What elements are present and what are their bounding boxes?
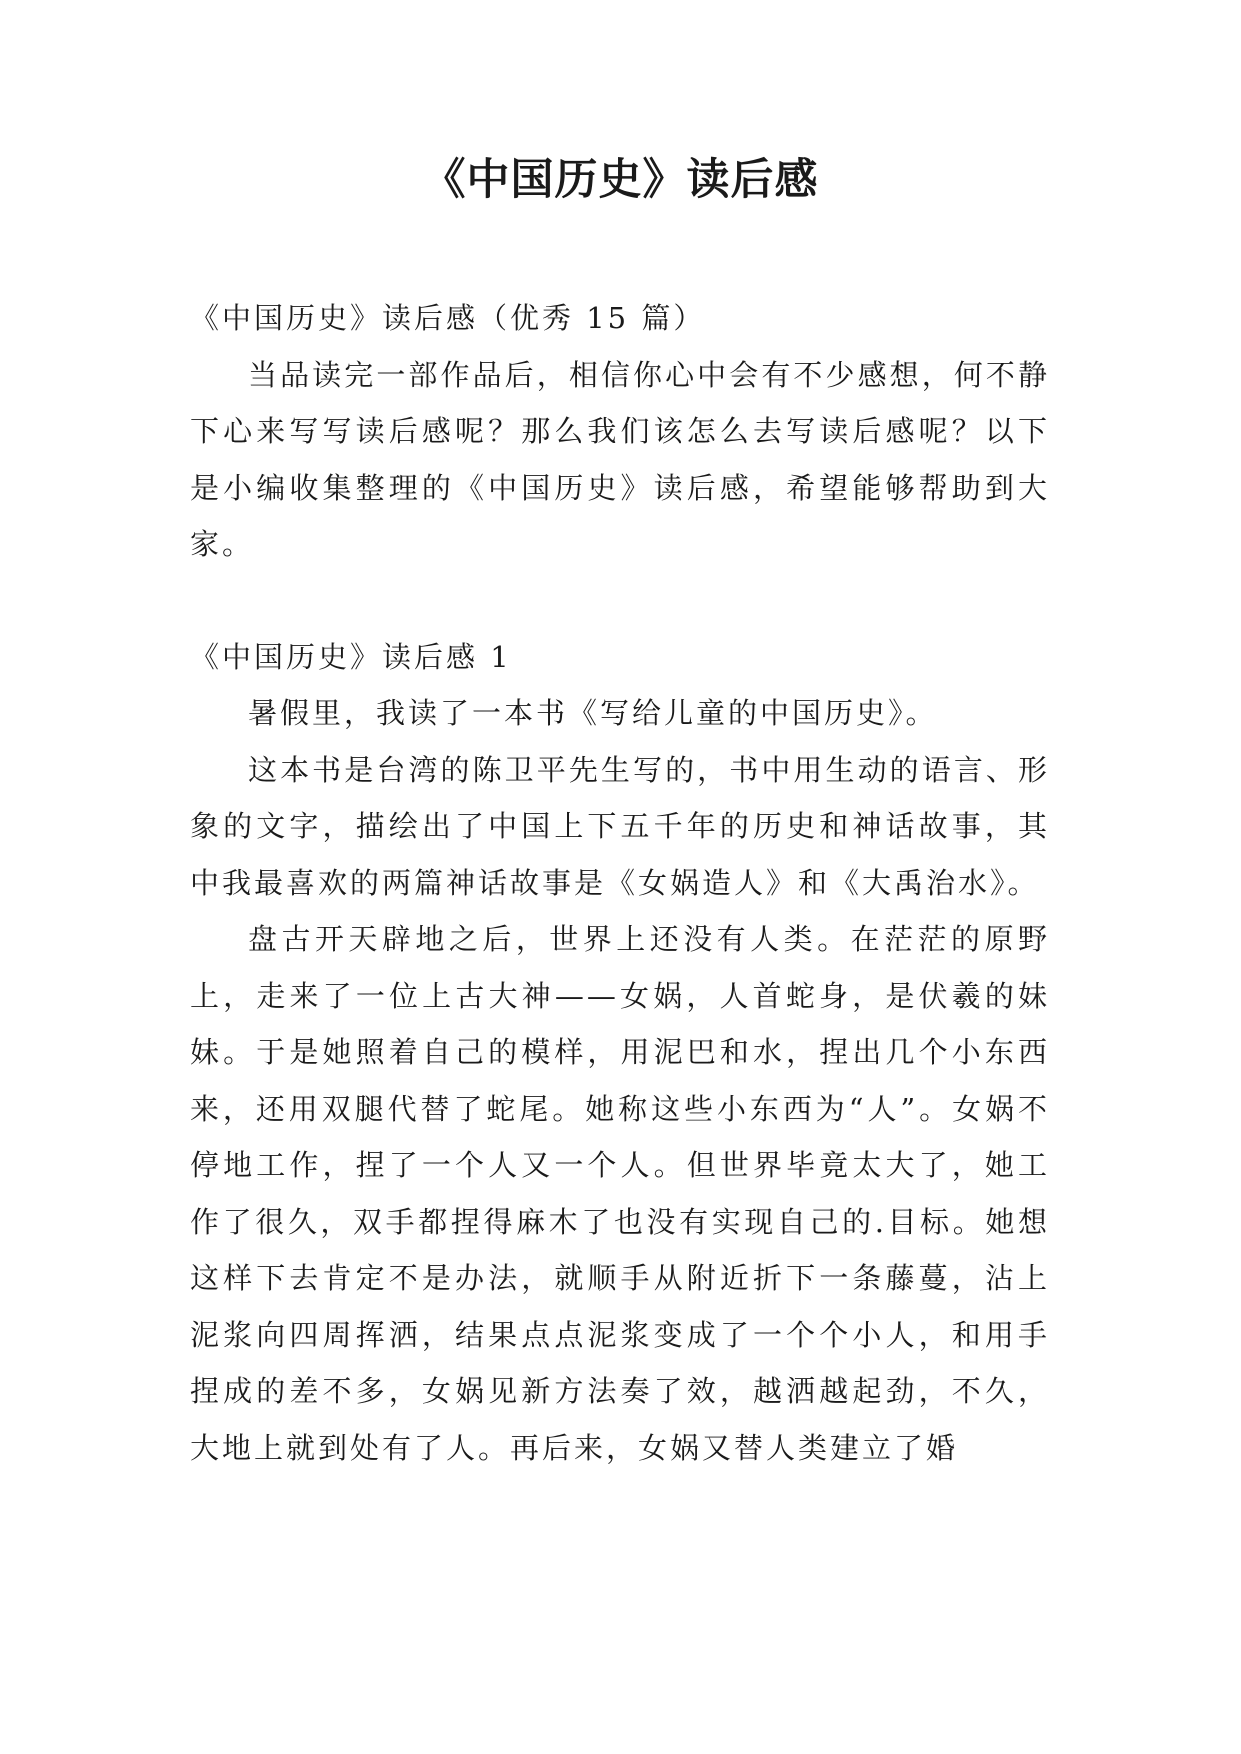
document-title: 《中国历史》读后感 bbox=[422, 155, 819, 205]
section-spacer bbox=[190, 573, 1050, 629]
intro-paragraph: 当品读完一部作品后，相信你心中会有不少感想，何不静下心来写写读后感呢？那么我们该怎么去写读后感呢？以下是小编收集整理的《中国历史》读后感，希望能够帮助到大家。 bbox=[190, 357, 1050, 561]
body-paragraph: 盘古开天辟地之后，世界上还没有人类。在茫茫的原野上，走来了一位上古大神——女娲，人首蛇身，是伏羲的妹妹。于是她照着自己的模样，用泥巴和水，捏出几个小东西来，还用双腿代替了蛇尾。她称这些小东西为“人”。女娲不停地工作，捏了一个人又一个人。但世界毕竟太大了，她工作了很久，双手都捏得麻木了也没有实现自己的.目标。她想这样下去肯定不是办法，就顺手从附近折下一条藤蔓，沾上泥浆向四周挥洒，结果点点泥浆变成了一个个小人，和用手捏成的差不多，女娲见新方法奏了效，越洒越起劲，不久，大地上就到处有了人。再后来，女娲又替人类建立了婚 bbox=[190, 922, 1050, 1465]
section-heading: 《中国历史》读后感 1 bbox=[190, 639, 512, 674]
document-body bbox=[190, 290, 1050, 1476]
document-subtitle: 《中国历史》读后感（优秀 15 篇） bbox=[190, 301, 706, 335]
body-paragraph: 暑假里，我读了一本书《写给儿童的中国历史》。 bbox=[248, 696, 938, 730]
body-paragraph: 这本书是台湾的陈卫平先生写的，书中用生动的语言、形象的文字，描绘出了中国上下五千年的历史和神话故事，其中我最喜欢的两篇神话故事是《女娲造人》和《大禹治水》。 bbox=[190, 752, 1050, 900]
